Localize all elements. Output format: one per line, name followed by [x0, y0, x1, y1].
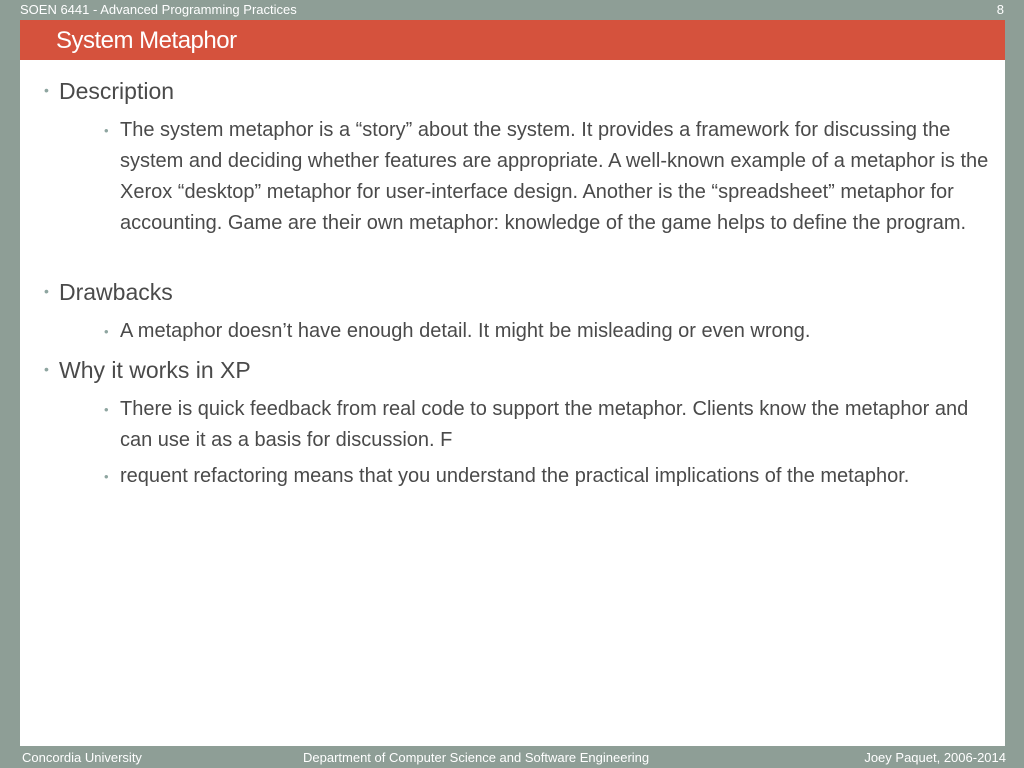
bullet-icon: •: [104, 324, 109, 339]
sub-bullet-text: A metaphor doesn’t have enough detail. It might be misleading or even wrong.: [120, 320, 811, 342]
bullet-description: [44, 78, 175, 105]
sub-bullet: [104, 316, 990, 347]
sub-bullet: [104, 394, 990, 456]
bullet-icon: •: [104, 123, 109, 138]
bullet-heading: Why it works in XP: [59, 357, 251, 383]
slide-content: [20, 60, 1005, 746]
course-title: SOEN 6441 - Advanced Programming Practices: [20, 2, 297, 17]
slide-title: System Metaphor: [56, 27, 237, 54]
bullet-icon: •: [104, 469, 109, 484]
footer-author: Joey Paquet, 2006-2014: [864, 750, 1006, 765]
bullet-drawbacks: [44, 279, 173, 306]
bullet-heading: Drawbacks: [59, 279, 173, 305]
sub-bullet-text: There is quick feedback from real code to support the metaphor. Clients know the metaphor and can use it as a basis for discussion. F: [120, 398, 969, 451]
bullet-icon: •: [44, 283, 49, 299]
sub-bullet-text: The system metaphor is a “story” about the system. It provides a framework for discussing the system and deciding whether features are appropriate. A well-known example of a metaphor is the Xerox “desktop” metaphor for user-interface design. Another is the “spreadsheet” metaphor for accounting. Game are their own metaphor: knowledge of the game helps to define the program.: [120, 119, 989, 234]
bullet-icon: •: [44, 82, 49, 98]
title-bar: [20, 20, 1005, 60]
bullet-why-xp: [44, 357, 251, 384]
sub-bullet: [104, 115, 990, 239]
bullet-icon: •: [104, 402, 109, 417]
footer-bar: [0, 747, 1024, 768]
sub-bullet: [104, 461, 990, 492]
footer-department: Department of Computer Science and Software Engineering: [303, 750, 650, 765]
footer-university: Concordia University: [22, 750, 142, 765]
bullet-icon: •: [44, 361, 49, 377]
sub-bullet-text: requent refactoring means that you understand the practical implications of the metaphor.: [120, 465, 910, 487]
page-number: 8: [996, 2, 1004, 17]
bullet-heading: Description: [59, 78, 175, 104]
header-bar: [0, 0, 1024, 20]
